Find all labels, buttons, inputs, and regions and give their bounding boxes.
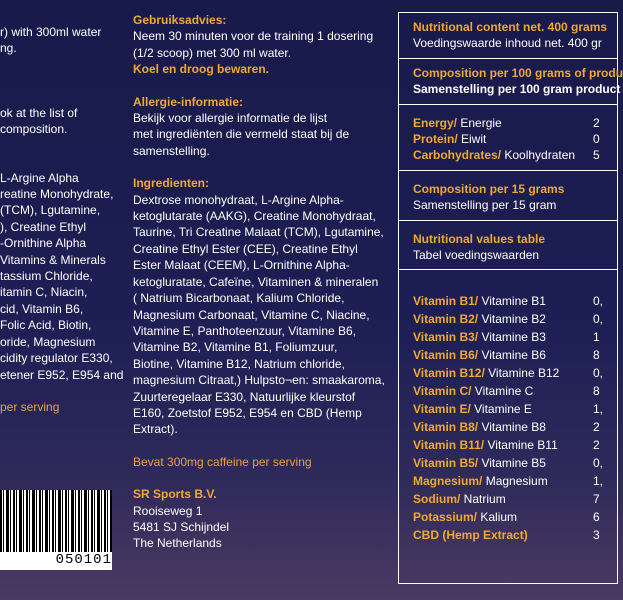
left-allergy-line-1: ok at the list of [0,105,78,120]
cbd-row: CBD (Hemp Extract) 3 [413,528,600,543]
left-ingredient-line: L-Argine Alpha [0,170,79,185]
barcode-digits: 050101 [55,552,112,568]
macro-row: Carbohydrates/ Koolhydraten 5 [413,148,600,163]
left-column [0,24,122,415]
composition-15g-section [399,171,617,221]
caffeine-note: Bevat 300mg caffeine per serving [133,454,312,469]
macro-row: Energy/ Energie 2 [413,115,600,130]
vitamin-row: Vitamin B11/ Vitamine B11 2 [413,438,600,453]
nutrition-content-section [399,13,617,59]
left-ingredient-line: Vitamins & Minerals [0,252,106,267]
macro-row: Protein/ Eiwit 0 [413,132,600,147]
address-line: 5481 SJ Schijndel [133,519,230,534]
ingredient-line: Vitamine B2, Vitamine B1, Foliumzuur, [133,340,338,355]
vitamin-row: Vitamin B6/ Vitamine B6 8 [413,348,600,363]
ingredient-line: E160, Zoetstof E952, E954 en CBD (Hemp [133,405,362,420]
left-ingredient-line: -Ornithine Alpha [0,236,87,251]
ingredients-heading: Ingredienten: [133,176,210,191]
usage-heading: Gebruiksadvies: [133,13,227,27]
barcode-bars [0,490,112,552]
ingredient-line: Creatine Ethyl Ester (CEE), Creatine Ethyl [133,241,358,256]
composition-100g-subtitle: Samenstelling per 100 gram product [413,82,621,97]
left-ingredient-line: Folic Acid, Biotin, [0,318,92,333]
ingredient-line: Dextrose monohydraat, L-Argine Alpha- [133,192,344,207]
left-allergy-line-2: composition. [0,122,68,137]
barcode [0,490,112,570]
vitamin-row: Vitamin B2/ Vitamine B2 0, [413,312,604,327]
company-name: SR Sports B.V. [133,487,217,502]
ingredient-line: Biotine, Vitamine B12, Natrium chloride, [133,356,345,371]
mineral-row: Potassium/ Kalium 6 [413,510,600,525]
left-usage-line-2: ng. [0,41,17,56]
ingredient-line: Zuurteregelaar E330, Natuurlijke kleurstof [133,389,356,404]
middle-column [133,12,383,552]
left-usage-line-1: r) with 300ml water [0,25,102,39]
allergy-line: samenstelling. [133,143,210,158]
usage-line: (1/2 scoop) met 300 ml water. [133,45,292,60]
left-ingredient-line: reatine Monohydrate, [0,187,114,202]
allergy-line: met ingrediënten die vermeld staat bij de [133,127,350,142]
left-ingredient-line: etener E952, E954 and [0,367,124,382]
ingredient-line: ketogluratate, Cafeïne, Vitaminen & mineralen [133,274,379,289]
ingredient-line: Magnesium Carbonaat, Vitamine C, Niacine, [133,307,370,322]
vitamin-row: Vitamin C/ Vitamine C 8 [413,384,600,399]
nutrition-content-subtitle: Voedingswaarde inhoud net. 400 gr [413,36,602,51]
ingredient-line: Taurine, Tri Creatine Malaat (TCM), Lgutamine, [133,225,384,240]
mineral-row: Magnesium/ Magnesium 1, [413,474,604,489]
ingredient-line: Vitamine E, Panthoteenzuur, Vitamine B6, [133,323,357,338]
composition-100g-section [399,59,623,105]
composition-15g-subtitle: Samenstelling per 15 gram [413,198,557,213]
ingredient-line: ( Natrium Bicarbonaat, Kalium Chloride, [133,291,345,306]
allergy-heading: Allergie-informatie: [133,94,244,109]
vitamin-row: Vitamin E/ Vitamine E 1, [413,402,604,417]
left-caffeine-note: per serving [0,399,60,414]
left-ingredient-line: cidity regulator E330, [0,351,113,366]
address-line: The Netherlands [133,536,222,551]
composition-100g-title: Composition per 100 grams of produ [413,65,623,80]
usage-line: Neem 30 minuten voor de training 1 dosering [133,29,374,44]
ingredient-line: Extract). [133,422,178,437]
vitamins-section [399,270,617,550]
macros-section [399,105,617,171]
vitamin-row: Vitamin B3/ Vitamine B3 1 [413,330,600,345]
ingredient-line: magnesium Citraat,) Hulpsto¬en: smaakaroma, [133,373,385,388]
values-table-title: Nutritional values table [413,231,546,246]
left-ingredient-line: cid, Vitamin B6, [0,301,84,316]
nutrition-content-title: Nutritional content net. 400 grams [413,20,608,34]
address-line: Rooiseweg 1 [133,503,203,518]
values-table-subtitle: Tabel voedingswaarden [413,248,540,263]
composition-15g-title: Composition per 15 grams [413,181,565,196]
allergy-line: Bekijk voor allergie informatie de lijst [133,111,328,126]
left-ingredient-line: tassium Chloride, [0,269,93,284]
vitamin-row: Vitamin B8/ Vitamine B8 2 [413,420,600,435]
storage-note: Koel en droog bewaren. [133,62,270,77]
nutrition-panel [398,12,623,584]
left-ingredient-line: (TCM), Lgutamine, [0,203,101,218]
vitamin-row: Vitamin B12/ Vitamine B12 0, [413,366,604,381]
values-table-section [399,221,617,271]
mineral-row: Sodium/ Natrium 7 [413,492,600,507]
left-ingredient-line: itamin C, Niacin, [0,285,88,300]
ingredient-line: ketoglutarate (AAKG), Creatine Monohydraat, [133,209,376,224]
left-ingredient-line: oride, Magnesium [0,334,96,349]
vitamin-row: Vitamin B5/ Vitamine B5 0, [413,456,604,471]
left-ingredient-line: ), Creatine Ethyl [0,219,87,234]
vitamin-row: Vitamin B1/ Vitamine B1 0, [413,294,604,309]
ingredient-line: Ester Malaat (CEEM), L-Ornithine Alpha- [133,258,350,273]
